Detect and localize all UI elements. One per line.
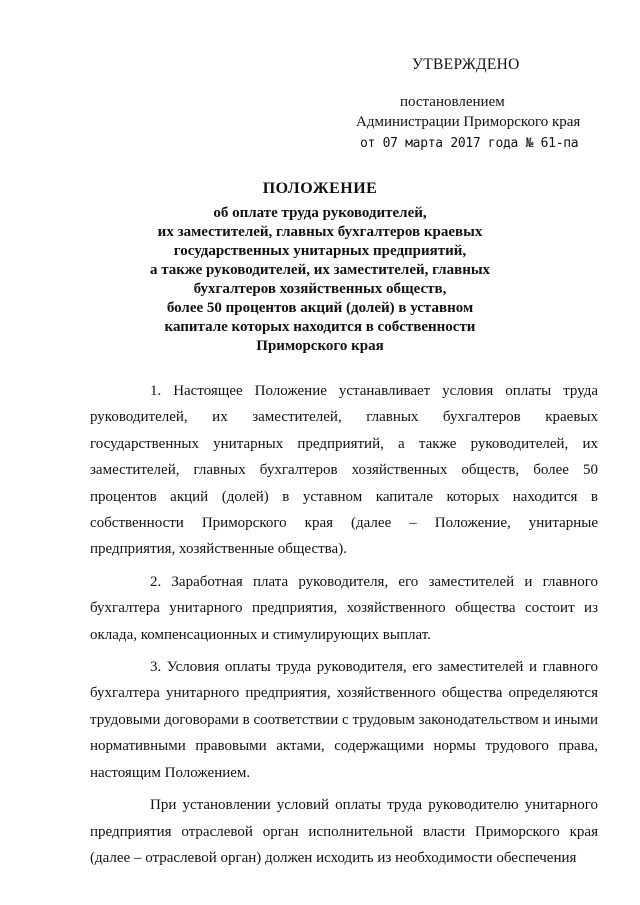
subtitle-line: об оплате труда руководителей,	[213, 205, 427, 221]
subtitle-line: бухгалтеров хозяйственных обществ,	[193, 281, 447, 297]
subtitle-line: государственных унитарных предприятий,	[173, 243, 467, 259]
subtitle-line: капитале которых находится в собственности	[164, 319, 476, 335]
paragraph-4: При установлении условий оплаты труда руководителю унитарного предприятия отраслевой орган исполнительной власти Приморского края (далее – отраслевой орган) должен исходить из необходимости обеспечения	[90, 797, 598, 866]
subtitle-line: их заместителей, главных бухгалтеров краевых	[157, 224, 483, 240]
paragraph-3: 3. Условия оплаты труда руководителя, его заместителей и главного бухгалтера унитарного предприятия, хозяйственного общества определяются трудовыми договорами в соответствии с трудовым законодательством и иными нормативными правовыми актами, содержащими нормы трудового права, настоящим Положением.	[90, 659, 598, 781]
approval-stamp: УТВЕРЖДЕНО	[412, 56, 520, 73]
document-title	[0, 180, 640, 356]
approval-line-administration: Администрации Приморского края	[356, 114, 581, 130]
subtitle-line: более 50 процентов акций (долей) в уставном	[166, 300, 474, 316]
paragraph-2: 2. Заработная плата руководителя, его заместителей и главного бухгалтера унитарного предприятия, хозяйственного общества состоит из оклада, компенсационных и стимулирующих выплат.	[90, 573, 598, 643]
approval-line-decree: постановлением	[400, 94, 505, 110]
title-heading: ПОЛОЖЕНИЕ	[262, 180, 378, 197]
title-subtitle	[0, 204, 640, 356]
subtitle-line: Приморского края	[256, 338, 384, 354]
approval-line-date: от 07 марта 2017 года № 61-па	[360, 136, 579, 151]
paragraph-1: 1. Настоящее Положение устанавливает условия оплаты труда руководителей, их заместителей, главных бухгалтеров краевых государственных унитарных предприятий, а также руководителей, их заместителей, главных бухгалтеров хозяйственных обществ, более 50 процентов акций (долей) в уставном капитале которых находится в собственности Приморского края (далее – Положение, унитарные предприятия, хозяйственные общества).	[90, 383, 598, 558]
subtitle-line: а также руководителей, их заместителей, главных	[149, 262, 491, 278]
document-body	[90, 378, 598, 871]
